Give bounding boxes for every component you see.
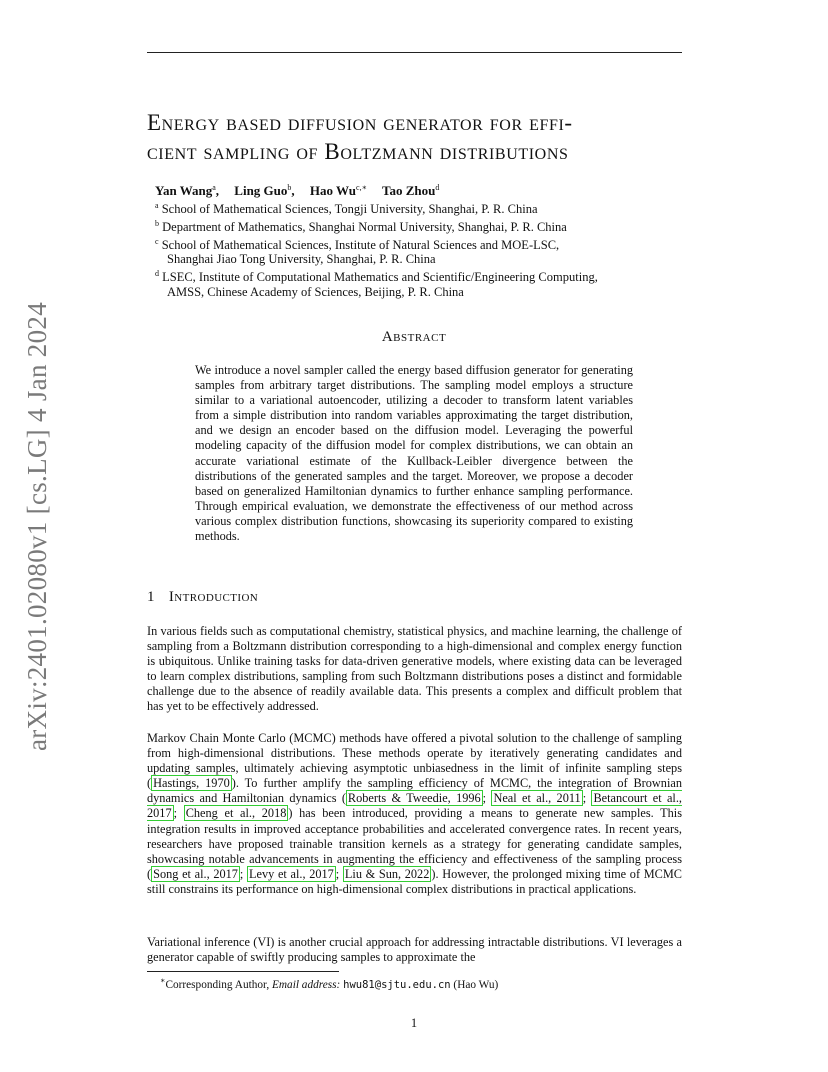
affiliation-c-cont: Shanghai Jiao Tong University, Shanghai, P. R. China — [167, 252, 436, 267]
abstract-text: We introduce a novel sampler called the energy based diffusion generator for generating samples from arbitrary target distributions. The sampling model employs a structure similar to a variational autoencoder, utilizing a decoder to transform latent variables from a simple distribution into random variables approximating the target distribution, and we design an encoder based on the diffusion model. Leveraging the powerful modeling capacity of the diffusion model for complex distributions, we can obtain an accurate variational estimate of the Kullback-Leibler divergence between the distributions of the generated samples and the target. Moreover, we propose a decoder based on generalized Hamiltonian dynamics to further enhance sampling performance. Through empirical evaluation, we demonstrate the effectiveness of our method across various complex distribution functions, showcasing its superiority compared to existing methods. — [195, 363, 633, 544]
section-heading-introduction: 1 Introduction — [147, 589, 259, 605]
paper-title — [147, 108, 687, 166]
citation-link[interactable]: Betancourt et al., 2017 — [147, 791, 682, 821]
author-4: Tao Zhou$^d$ — [382, 183, 440, 198]
citation-link[interactable]: Liu & Sun, 2022 — [344, 866, 430, 881]
arxiv-identifier[interactable]: arXiv:2401.02080v1 [cs.LG] 4 Jan 2024 — [22, 301, 53, 751]
email-link[interactable]: hwu81@sjtu.edu.cn — [343, 979, 451, 991]
citation-link[interactable]: Roberts & Tweedie, 1996 — [347, 791, 481, 806]
affiliation-d-cont: AMSS, Chinese Academy of Sciences, Beijing, P. R. China — [167, 284, 464, 299]
author-2: Ling Guo$^b$, — [234, 183, 295, 198]
abstract-heading: Abstract — [381, 329, 447, 345]
author-list — [155, 183, 439, 199]
footnote: ∗Corresponding Author, Email address: hwu81@sjtu.edu.cn (Hao Wu) — [160, 976, 499, 991]
citation-link[interactable]: Cheng et al., 2018 — [185, 806, 287, 821]
title-line-1: Energy based diffusion generator for effi- — [147, 110, 573, 135]
citation-link[interactable]: Hastings, 1970 — [153, 776, 230, 791]
header-rule — [147, 52, 682, 53]
citation-link[interactable]: Neal et al., 2011 — [493, 791, 581, 806]
author-3: Hao $Wu^{c,∗}$ — [309, 183, 368, 198]
intro-paragraph-3: Variational inference (VI) is another crucial approach for addressing intractable distributions. VI leverages a generator capable of swiftly producing samples to approximate the — [147, 935, 682, 965]
author-1: Yan Wang$^a$, — [155, 183, 220, 198]
affiliation-c: $^c$ School of Mathematical Sciences, Institute of Natural Sciences and MOE-LSC, — [155, 236, 560, 252]
affiliation-a: $^a$ School of Mathematical Sciences, Tongji University, Shanghai, P. R. China — [155, 201, 538, 216]
arxiv-stamp — [18, 296, 58, 756]
citation-link[interactable]: Song et al., 2017 — [153, 866, 238, 881]
citation-link[interactable]: Levy et al., 2017 — [249, 866, 334, 881]
page-number: 1 — [410, 1016, 418, 1030]
affiliation-b: $^b$ Department of Mathematics, Shanghai Normal University, Shanghai, P. R. China — [155, 218, 567, 234]
intro-paragraph-2: Markov Chain Monte Carlo (MCMC) methods have offered a pivotal solution to the challenge of sampling from high-dimensional distributions. These methods operate by iteratively generating candidates and updating samples, ultimately achieving asymptotic unbiasedness in the limit of infinite sampling steps ( Hastings, 1970 ). To further amplify the sampling efficiency of MCMC, the integration of Brownian dynamics and Hamiltonian dynamics ( Roberts & Tweedie, 1996 ; Neal et al., 2011 ; Betancourt et al., 2017 ; Cheng et al., 2018 ) has been introduced, providing a means to generate new samples. This integration results in improved acceptance probabilities and accelerated convergence rates. In recent years, researchers have proposed trainable transition kernels as a strategy for generating candidate samples, showcasing notable advancements in augmenting the efficiency and effectiveness of the sampling process ( Song et al., 2017 ; Levy et al., 2017 ; Liu & Sun, 2022 ). However, the prolonged mixing time of MCMC still constrains its performance on high-dimensional complex distributions in practical applications. — [147, 731, 683, 896]
affiliation-d: $^d$ LSEC, Institute of Computational Mathematics and Scientific/Engineering Computing, — [155, 269, 598, 285]
intro-paragraph-1: In various fields such as computational chemistry, statistical physics, and machine learning, the challenge of sampling from a Boltzmann distribution corresponding to a high-dimensional and complex energy function is ubiquitous. Unlike training tasks for data-driven generative models, where existing data can be leveraged to learn complex distributions, sampling from such Boltzmann distributions poses a distinct and formidable challenge due to the absence of readily available data. This presents a complex and difficult problem that has yet to be effectively addressed. — [147, 624, 682, 714]
affiliations — [155, 199, 598, 300]
footnote-rule — [147, 971, 339, 972]
title-line-2: cient sampling of Boltzmann distributions — [147, 139, 569, 164]
